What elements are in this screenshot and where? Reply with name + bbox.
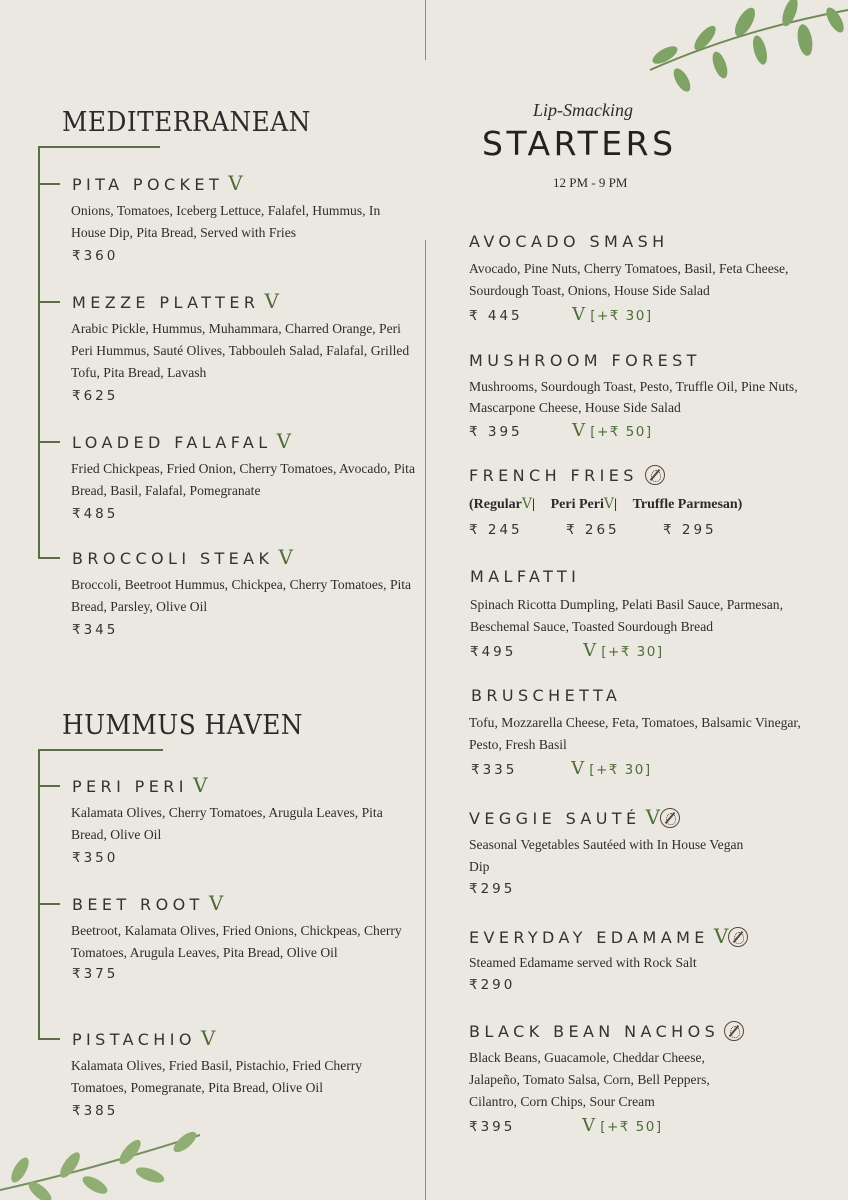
bracket-tick <box>38 441 60 443</box>
item-price: ₹395 <box>469 1118 516 1135</box>
bracket-vertical <box>38 146 40 558</box>
menu-item <box>469 466 829 538</box>
starters-script-heading: Lip-Smacking <box>533 100 633 120</box>
leaf-v-icon: V <box>200 1026 216 1050</box>
menu-item <box>469 232 829 325</box>
bracket-tick <box>38 183 60 185</box>
bracket-tick <box>38 785 60 787</box>
leaf-v-icon: V <box>572 420 586 441</box>
item-name: PISTACHIO <box>72 1030 196 1049</box>
item-price: ₹ 265 <box>566 521 620 538</box>
item-price: ₹485 <box>72 506 119 522</box>
vegan-addon-price: [+₹ 30] <box>601 644 664 660</box>
item-price: ₹350 <box>72 850 119 866</box>
item-price: ₹385 <box>72 1103 119 1119</box>
item-name: VEGGIE SAUTÉ <box>469 809 641 828</box>
item-price: ₹625 <box>72 388 119 404</box>
leaf-v-icon: V <box>276 429 292 453</box>
menu-item <box>469 924 839 993</box>
item-name: PERI PERI <box>72 777 188 796</box>
gluten-free-icon <box>728 927 748 947</box>
bracket-tick <box>38 1038 60 1040</box>
leaf-v-icon: V <box>278 545 293 569</box>
item-name: EVERYDAY EDAMAME <box>469 928 709 947</box>
leaf-v-icon: V <box>208 891 224 915</box>
bracket-tick <box>38 301 60 303</box>
leaf-v-icon: V <box>571 758 585 779</box>
page-title: STARTERS <box>482 124 677 163</box>
item-price: ₹495 <box>470 644 517 660</box>
item-desc: Beetroot, Kalamata Olives, Fried Onions, Chickpeas, Cherry Tomatoes, Arugula Leaves, Pita Bread, Olive Oil <box>71 923 402 960</box>
item-desc: Arabic Pickle, Hummus, Muhammara, Charred Orange, Peri Peri Hummus, Sauté Olives, Tabbouleh Salad, Falafal, Grilled Tofu, Pita Bread, Lavash <box>71 321 410 380</box>
item-name: LOADED FALAFAL <box>72 433 272 452</box>
separator: | <box>613 496 618 512</box>
bracket-tick <box>38 557 60 559</box>
item-desc: Mushrooms, Sourdough Toast, Pesto, Truffle Oil, Pine Nuts, Mascarpone Cheese, House Side Salad <box>469 379 798 415</box>
item-name: BRUSCHETTA <box>471 686 622 705</box>
variant-label: Truffle Parmesan) <box>632 496 743 512</box>
item-price: ₹335 <box>471 762 518 778</box>
item-price: ₹ 395 <box>469 424 523 440</box>
leaf-v-icon: V <box>603 495 614 512</box>
item-desc: Avocado, Pine Nuts, Cherry Tomatoes, Basil, Feta Cheese, Sourdough Toast, Onions, House Side Salad <box>469 261 789 298</box>
item-desc: Kalamata Olives, Fried Basil, Pistachio, Fried Cherry Tomatoes, Pomegranate, Pita Bread, Olive Oil <box>71 1058 363 1095</box>
item-name: AVOCADO SMASH <box>469 232 669 251</box>
item-price: ₹ 445 <box>469 308 523 324</box>
item-desc: Tofu, Mozzarella Cheese, Feta, Tomatoes, Balsamic Vinegar, Pesto, Fresh Basil <box>469 715 801 752</box>
item-name: BLACK BEAN NACHOS <box>469 1022 720 1041</box>
vegan-addon-price: [+₹ 50] <box>590 424 653 440</box>
leaf-v-icon: V <box>583 640 597 661</box>
bracket-top <box>38 146 160 148</box>
menu-item <box>72 773 417 866</box>
item-desc: Steamed Edamame served with Rock Salt <box>469 954 697 970</box>
item-price: ₹375 <box>72 966 119 982</box>
menu-item <box>469 805 829 897</box>
leaf-v-icon: V <box>582 1114 596 1136</box>
item-desc: Black Beans, Guacamole, Cheddar Cheese, Jalapeño, Tomato Salsa, Corn, Bell Peppers, Cilantro, Corn Chips, Sour Cream <box>469 1049 710 1109</box>
variant-label: Peri Peri <box>550 496 604 512</box>
item-price: ₹295 <box>469 880 516 897</box>
vegan-addon-price: [+₹ 30] <box>589 762 652 778</box>
vegan-addon-price: [+₹ 50] <box>600 1118 663 1135</box>
item-name: BROCCOLI STEAK <box>72 549 274 568</box>
item-desc: Broccoli, Beetroot Hummus, Chickpea, Cherry Tomatoes, Pita Bread, Parsley, Olive Oil <box>71 577 412 614</box>
center-divider-top <box>425 0 426 60</box>
gluten-free-icon <box>660 808 680 828</box>
section-title-mediterranean: MEDITERRANEAN <box>62 107 311 138</box>
menu-item <box>72 289 417 404</box>
menu-item <box>72 429 417 522</box>
vegan-addon-price: [+₹ 30] <box>590 308 653 324</box>
menu-item <box>72 545 417 638</box>
section-title-hummus-haven: HUMMUS HAVEN <box>62 710 304 741</box>
item-price: ₹ 295 <box>663 521 717 538</box>
leaf-v-icon: V <box>264 289 279 313</box>
variant-label: (Regular <box>469 496 522 512</box>
leaf-v-icon: V <box>228 171 243 195</box>
item-price: ₹ 245 <box>469 521 523 538</box>
menu-item <box>470 567 840 661</box>
item-desc: Seasonal Vegetables Sautéed with In House Vegan Dip <box>469 836 744 874</box>
item-name: MEZZE PLATTER <box>72 293 260 312</box>
leaf-v-icon: V <box>192 773 208 797</box>
leaf-branch-bottom-left <box>0 1130 220 1200</box>
gluten-free-icon <box>645 465 665 485</box>
separator: | <box>532 496 536 512</box>
gluten-free-icon <box>724 1021 744 1041</box>
leaf-v-icon: V <box>521 495 533 512</box>
bracket-tick <box>38 903 60 905</box>
item-desc: Onions, Tomatoes, Iceberg Lettuce, Falafel, Hummus, In House Dip, Pita Bread, Served with Fries <box>71 203 381 240</box>
item-name: BEET ROOT <box>72 895 204 914</box>
item-price: ₹360 <box>72 248 119 264</box>
item-desc: Fried Chickpeas, Fried Onion, Cherry Tomatoes, Avocado, Pita Bread, Basil, Falafal, Pomegranate <box>71 461 415 498</box>
leaf-v-icon: V <box>713 924 729 948</box>
service-hours: 12 PM - 9 PM <box>553 175 628 190</box>
item-name: PITA POCKET <box>72 175 224 194</box>
menu-item <box>72 171 417 264</box>
menu-item <box>471 686 831 779</box>
bracket-vertical <box>38 749 40 1039</box>
menu-item <box>469 351 829 441</box>
bracket-top <box>38 749 163 751</box>
item-name: MALFATTI <box>470 567 581 586</box>
item-desc: Spinach Ricotta Dumpling, Pelati Basil Sauce, Parmesan, Beschemal Sauce, Toasted Sourdough Bread <box>470 597 783 634</box>
menu-item <box>72 891 417 982</box>
leaf-branch-top-right <box>620 0 848 100</box>
item-name: FRENCH FRIES <box>469 466 638 485</box>
leaf-v-icon: V <box>645 805 661 829</box>
item-price: ₹290 <box>469 976 516 993</box>
menu-item <box>469 1022 839 1136</box>
leaf-v-icon: V <box>572 304 586 325</box>
center-divider <box>425 240 426 1200</box>
item-desc: Kalamata Olives, Cherry Tomatoes, Arugula Leaves, Pita Bread, Olive Oil <box>71 805 383 842</box>
menu-item <box>72 1026 417 1119</box>
item-name: MUSHROOM FOREST <box>469 351 701 370</box>
item-price: ₹345 <box>72 622 119 638</box>
